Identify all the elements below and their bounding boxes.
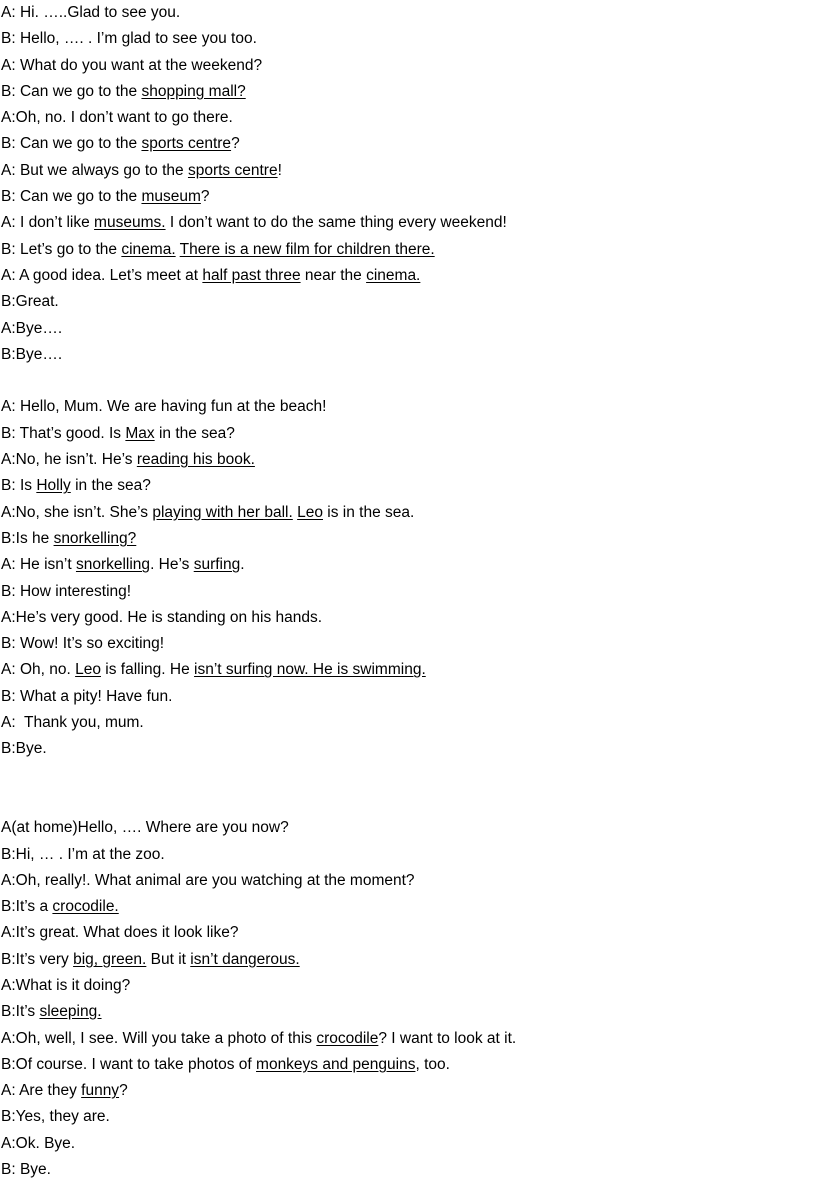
line-text: B:Bye…. [1, 345, 63, 363]
underlined-phrase: crocodile [316, 1029, 379, 1047]
dialogue-line [1, 738, 816, 764]
line-text: B:It’s very [1, 950, 74, 968]
line-text: B:Hi, … . I’m at the zoo. [1, 845, 165, 863]
dialogue-line [1, 423, 816, 449]
line-text: ? [200, 188, 210, 206]
line-text: A: Are they [1, 1082, 82, 1100]
paragraph-spacer [1, 765, 816, 818]
dialogue-line [1, 949, 816, 975]
underlined-phrase: cinema. [121, 240, 176, 258]
line-text: A(at home)Hello, …. Where are you now? [1, 819, 289, 837]
line-text: A: Thank you, mum. [1, 714, 144, 732]
line-text: A:He’s very good. He is standing on his hands. [1, 608, 323, 626]
line-text: A:Oh, no. I don’t want to go there. [1, 109, 233, 127]
dialogue-line [1, 554, 816, 580]
line-text: A:No, she isn’t. She’s [1, 503, 153, 521]
dialogue-zoo [1, 817, 816, 1185]
dialogue-line [1, 291, 816, 317]
underlined-phrase: Holly [36, 477, 71, 495]
dialogue-line [1, 1028, 816, 1054]
underlined-phrase: crocodile. [52, 898, 119, 916]
underlined-phrase: big, green. [73, 950, 147, 968]
line-text: A: But we always go to the [1, 161, 188, 179]
dialogue-line [1, 239, 816, 265]
underlined-phrase: sleeping. [39, 1003, 102, 1021]
line-text: A:What is it doing? [1, 976, 131, 994]
line-text: B: Hello, …. . I’m glad to see you too. [1, 30, 257, 48]
dialogue-line [1, 81, 816, 107]
dialogue-weekend [1, 2, 816, 370]
line-text: I don’t want to do the same thing every weekend! [165, 214, 507, 232]
dialogue-line [1, 686, 816, 712]
line-text: in the sea? [70, 477, 151, 495]
dialogue-line [1, 449, 816, 475]
underlined-phrase: Leo [297, 503, 323, 521]
line-text: B: That’s good. Is [1, 424, 126, 442]
dialogue-line [1, 1054, 816, 1080]
line-text: A: Oh, no. [1, 661, 76, 679]
line-text: A: Hello, Mum. We are having fun at the beach! [1, 398, 327, 416]
dialogue-line [1, 896, 816, 922]
dialogue-line [1, 212, 816, 238]
paragraph-spacer [1, 370, 816, 396]
dialogue-line [1, 659, 816, 685]
underlined-phrase: cinema. [366, 266, 421, 284]
line-text: A:Ok. Bye. [1, 1134, 76, 1152]
underlined-phrase: half past three [202, 266, 301, 284]
line-text: is in the sea. [323, 503, 415, 521]
line-text: B: Can we go to the [1, 135, 142, 153]
line-text: B:Of course. I want to take photos of [1, 1055, 257, 1073]
line-text: is falling. He [100, 661, 195, 679]
dialogue-line [1, 607, 816, 633]
dialogue-line [1, 186, 816, 212]
underlined-phrase: There is a new film for children there. [179, 240, 435, 258]
line-text: B: Bye. [1, 1161, 51, 1179]
underlined-phrase: reading his book. [136, 451, 255, 469]
line-text: B:Bye. [1, 740, 47, 758]
dialogue-line [1, 2, 816, 28]
line-text: B: Can we go to the [1, 82, 142, 100]
line-text: B:It’s [1, 1003, 40, 1021]
line-text: A: He isn’t [1, 556, 76, 574]
line-text: B: Wow! It’s so exciting! [1, 635, 165, 653]
line-text: B: How interesting! [1, 582, 132, 600]
dialogue-line [1, 396, 816, 422]
underlined-phrase: snorkelling [75, 556, 151, 574]
line-text: B: What a pity! Have fun. [1, 687, 173, 705]
underlined-phrase: sports centre [187, 161, 278, 179]
dialogue-line [1, 528, 816, 554]
underlined-phrase: museums. [94, 214, 166, 232]
dialogue-line [1, 1001, 816, 1027]
underlined-phrase: isn’t dangerous. [190, 950, 300, 968]
line-text: A:Bye…. [1, 319, 63, 337]
dialogue-line [1, 817, 816, 843]
underlined-phrase: playing with her ball. [152, 503, 293, 521]
line-text: . [240, 556, 245, 574]
line-text: A:Oh, well, I see. Will you take a photo of this [1, 1029, 317, 1047]
dialogue-line [1, 581, 816, 607]
underlined-phrase: museum [141, 188, 201, 206]
dialogue-line [1, 133, 816, 159]
dialogue-line [1, 55, 816, 81]
line-text: ? I want to look at it. [378, 1029, 517, 1047]
line-text: , too. [415, 1055, 450, 1073]
line-text: in the sea? [154, 424, 235, 442]
underlined-phrase: Leo [75, 661, 101, 679]
line-text: A: What do you want at the weekend? [1, 56, 263, 74]
dialogue-line [1, 870, 816, 896]
line-text: A: A good idea. Let’s meet at [1, 266, 203, 284]
line-text: B:It’s a [1, 898, 53, 916]
dialogue-line [1, 633, 816, 659]
underlined-phrase: shopping mall? [141, 82, 246, 100]
line-text: B: Let’s go to the [1, 240, 122, 258]
dialogue-line [1, 922, 816, 948]
underlined-phrase: surfing [193, 556, 241, 574]
line-text: B:Is he [1, 529, 54, 547]
underlined-phrase: snorkelling? [53, 529, 137, 547]
dialogue-line [1, 475, 816, 501]
underlined-phrase: sports centre [141, 135, 232, 153]
dialogue-line [1, 1159, 816, 1185]
underlined-phrase: Max [125, 424, 155, 442]
line-text: A:It’s great. What does it look like? [1, 924, 239, 942]
dialogue-line [1, 265, 816, 291]
dialogue-line [1, 712, 816, 738]
underlined-phrase: monkeys and penguins [256, 1055, 416, 1073]
dialogue-line [1, 1106, 816, 1132]
line-text: ! [277, 161, 282, 179]
line-text: A:No, he isn’t. He’s [1, 451, 137, 469]
line-text: B: Is [1, 477, 37, 495]
dialogue-line [1, 1133, 816, 1159]
line-text: . He’s [150, 556, 194, 574]
underlined-phrase: isn’t surfing now. He is swimming. [194, 661, 426, 679]
dialogue-line [1, 1080, 816, 1106]
dialogue-line [1, 160, 816, 186]
dialogue-line [1, 502, 816, 528]
line-text: B: Can we go to the [1, 188, 142, 206]
line-text: B:Yes, they are. [1, 1108, 110, 1126]
dialogue-line [1, 28, 816, 54]
line-text: ? [119, 1082, 128, 1100]
line-text: ? [231, 135, 240, 153]
underlined-phrase: funny [81, 1082, 120, 1100]
line-text: A: I don’t like [1, 214, 95, 232]
dialogue-line [1, 975, 816, 1001]
dialogue-line [1, 107, 816, 133]
dialogue-line [1, 318, 816, 344]
line-text: But it [146, 950, 191, 968]
dialogue-line [1, 844, 816, 870]
dialogue-beach [1, 396, 816, 764]
line-text: B:Great. [1, 293, 59, 311]
dialogue-line [1, 344, 816, 370]
line-text: A:Oh, really!. What animal are you watching at the moment? [1, 871, 415, 889]
line-text: near the [300, 266, 367, 284]
line-text: A: Hi. …..Glad to see you. [1, 4, 181, 21]
